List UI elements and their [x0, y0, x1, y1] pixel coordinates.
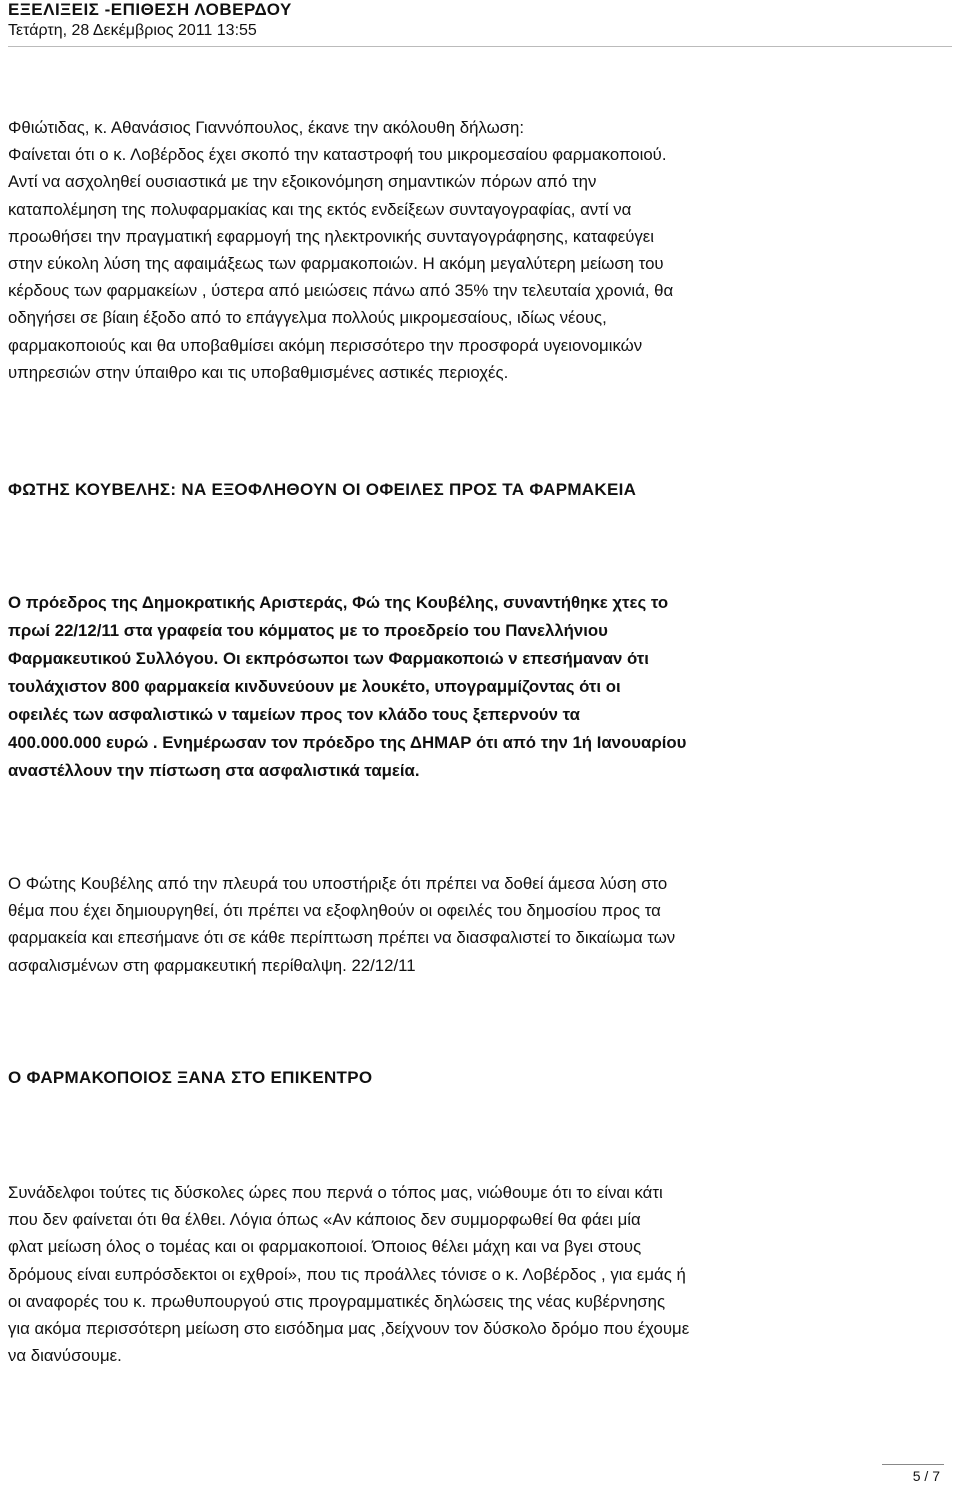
- text-line: Αντί να ασχοληθεί ουσιαστικά με την εξοικονόμηση σημαντικών πόρων από την: [8, 172, 597, 192]
- text-line: υπηρεσιών στην ύπαιθρο και τις υποβαθμισμένες αστικές περιοχές.: [8, 362, 509, 382]
- text-line: Φθιώτιδας, κ. Αθανάσιος Γιαννόπουλος, έκανε την ακόλουθη δήλωση:: [8, 118, 525, 137]
- text-line: Φαρμακευτικού Συλλόγου. Οι εκπρόσωποι των Φαρμακοποιώ ν επεσήμαναν ότι: [8, 649, 649, 668]
- section-heading-kouvelis: ΦΩΤΗΣ ΚΟΥΒΕΛΗΣ: ΝΑ ΕΞΟΦΛΗΘΟΥΝ ΟΙ ΟΦΕΙΛΕΣ ΠΡΟΣ ΤΑ ΦΑΡΜΑΚΕΙΑ: [8, 480, 637, 499]
- text-line: οι αναφορές του κ. πρωθυπουργού στις προγραμματικές δηλώσεις της νέας κυβέρνησης: [8, 1291, 666, 1311]
- text-line: Ο Φώτης Κουβέλης από την πλευρά του υποστήριξε ότι πρέπει να δοθεί άμεσα λύση στο: [8, 874, 668, 893]
- text-line: Φαίνεται ότι ο κ. Λοβέρδος έχει σκοπό την καταστροφή του μικρομεσαίου φαρμακοποιού.: [8, 145, 667, 165]
- text-line: πρωί 22/12/11 στα γραφεία του κόμματος με το προεδρείο του Πανελλήνιου: [8, 621, 608, 640]
- text-line: να διανύσουμε.: [8, 1346, 122, 1366]
- section-heading-pharmacist: Ο ΦΑΡΜΑΚΟΠΟΙΟΣ ΞΑΝΑ ΣΤΟ ΕΠΙΚΕΝΤΡΟ: [8, 1068, 373, 1087]
- text-line: φλατ μείωση όλος ο τομέας και οι φαρμακοποιοί. Όποιος θέλει μάχη και να βγει στους: [8, 1237, 642, 1257]
- text-line: αναστέλλουν την πίστωση στα ασφαλιστικά ταμεία.: [8, 761, 420, 780]
- page-number: 5 / 7: [912, 1468, 940, 1484]
- pharmacist-paragraph: [8, 1179, 948, 1369]
- kouvelis-paragraph: [8, 870, 948, 979]
- statement-paragraph: [8, 114, 948, 386]
- text-line: ασφαλισμένων στη φαρμακευτική περίθαλψη. 22/12/11: [8, 955, 416, 975]
- text-line: θέμα που έχει δημιουργηθεί, ότι πρέπει να εξοφληθούν οι οφειλές του δημοσίου προς τα: [8, 901, 661, 921]
- text-line: προωθήσει την πραγματική εφαρμογή της ηλεκτρονικής συνταγογράφησης, καταφεύγει: [8, 226, 655, 246]
- text-line: στην εύκολη λύση της αφαιμάξεως των φαρμακοποιών. Η ακόμη μεγαλύτερη μείωση του: [8, 254, 664, 274]
- text-line: Συνάδελφοι τούτες τις δύσκολες ώρες που περνά ο τόπος μας, νιώθουμε ότι το είναι κάτι: [8, 1183, 663, 1202]
- footer-divider: [882, 1464, 944, 1465]
- document-date: Τετάρτη, 28 Δεκέμβριος 2011 13:55: [8, 22, 257, 39]
- text-line: καταπολέμηση της πολυφαρμακίας και της εκτός ενδείξεων συνταγογραφίας, αντί να: [8, 199, 632, 219]
- document-title: ΕΞΕΛΙΞΕΙΣ -ΕΠΙΘΕΣΗ ΛΟΒΕΡΔΟΥ: [8, 0, 292, 19]
- text-line: φαρμακεία και επεσήμανε ότι σε κάθε περίπτωση πρέπει να διασφαλιστεί το δικαίωμα των: [8, 928, 676, 948]
- bold-paragraph: [8, 589, 948, 785]
- text-line: Ο πρόεδρος της Δημοκρατικής Αριστεράς, Φώ της Κουβέλης, συναντήθηκε χτες το: [8, 593, 669, 612]
- text-line: κέρδους των φαρμακείων , ύστερα από μειώσεις πάνω από 35% την τελευταία χρονιά, θα: [8, 281, 674, 301]
- text-line: οφειλές των ασφαλιστικώ ν ταμείων προς τον κλάδο τους ξεπερνούν τα: [8, 705, 580, 724]
- text-line: 400.000.000 ευρώ . Ενημέρωσαν τον πρόεδρο της ΔΗΜΑΡ ότι από την 1ή Ιανουαρίου: [8, 733, 687, 752]
- text-line: που δεν φαίνεται ότι θα έλθει. Λόγια όπως «Αν κάποιος δεν συμμορφωθεί θα φάει μία: [8, 1210, 641, 1230]
- text-line: δρόμους είναι ευπρόσδεκτοι οι εχθροί», που τις προάλλες τόνισε ο κ. Λοβέρδος , για εμάς ή: [8, 1264, 686, 1284]
- text-line: τουλάχιστον 800 φαρμακεία κινδυνεύουν με λουκέτο, υπογραμμίζοντας ότι οι: [8, 677, 621, 696]
- header-divider: [8, 46, 952, 47]
- text-line: για ακόμα περισσότερη μείωση στο εισόδημα μας ,δείχνουν τον δύσκολο δρόμο που έχουμε: [8, 1319, 690, 1339]
- text-line: οδηγήσει σε βίαιη έξοδο από το επάγγελμα πολλούς μικρομεσαίους, ιδίως νέους,: [8, 308, 607, 328]
- text-line: φαρμακοποιούς και θα υποβαθμίσει ακόμη περισσότερο την προσφορά υγειονομικών: [8, 335, 643, 355]
